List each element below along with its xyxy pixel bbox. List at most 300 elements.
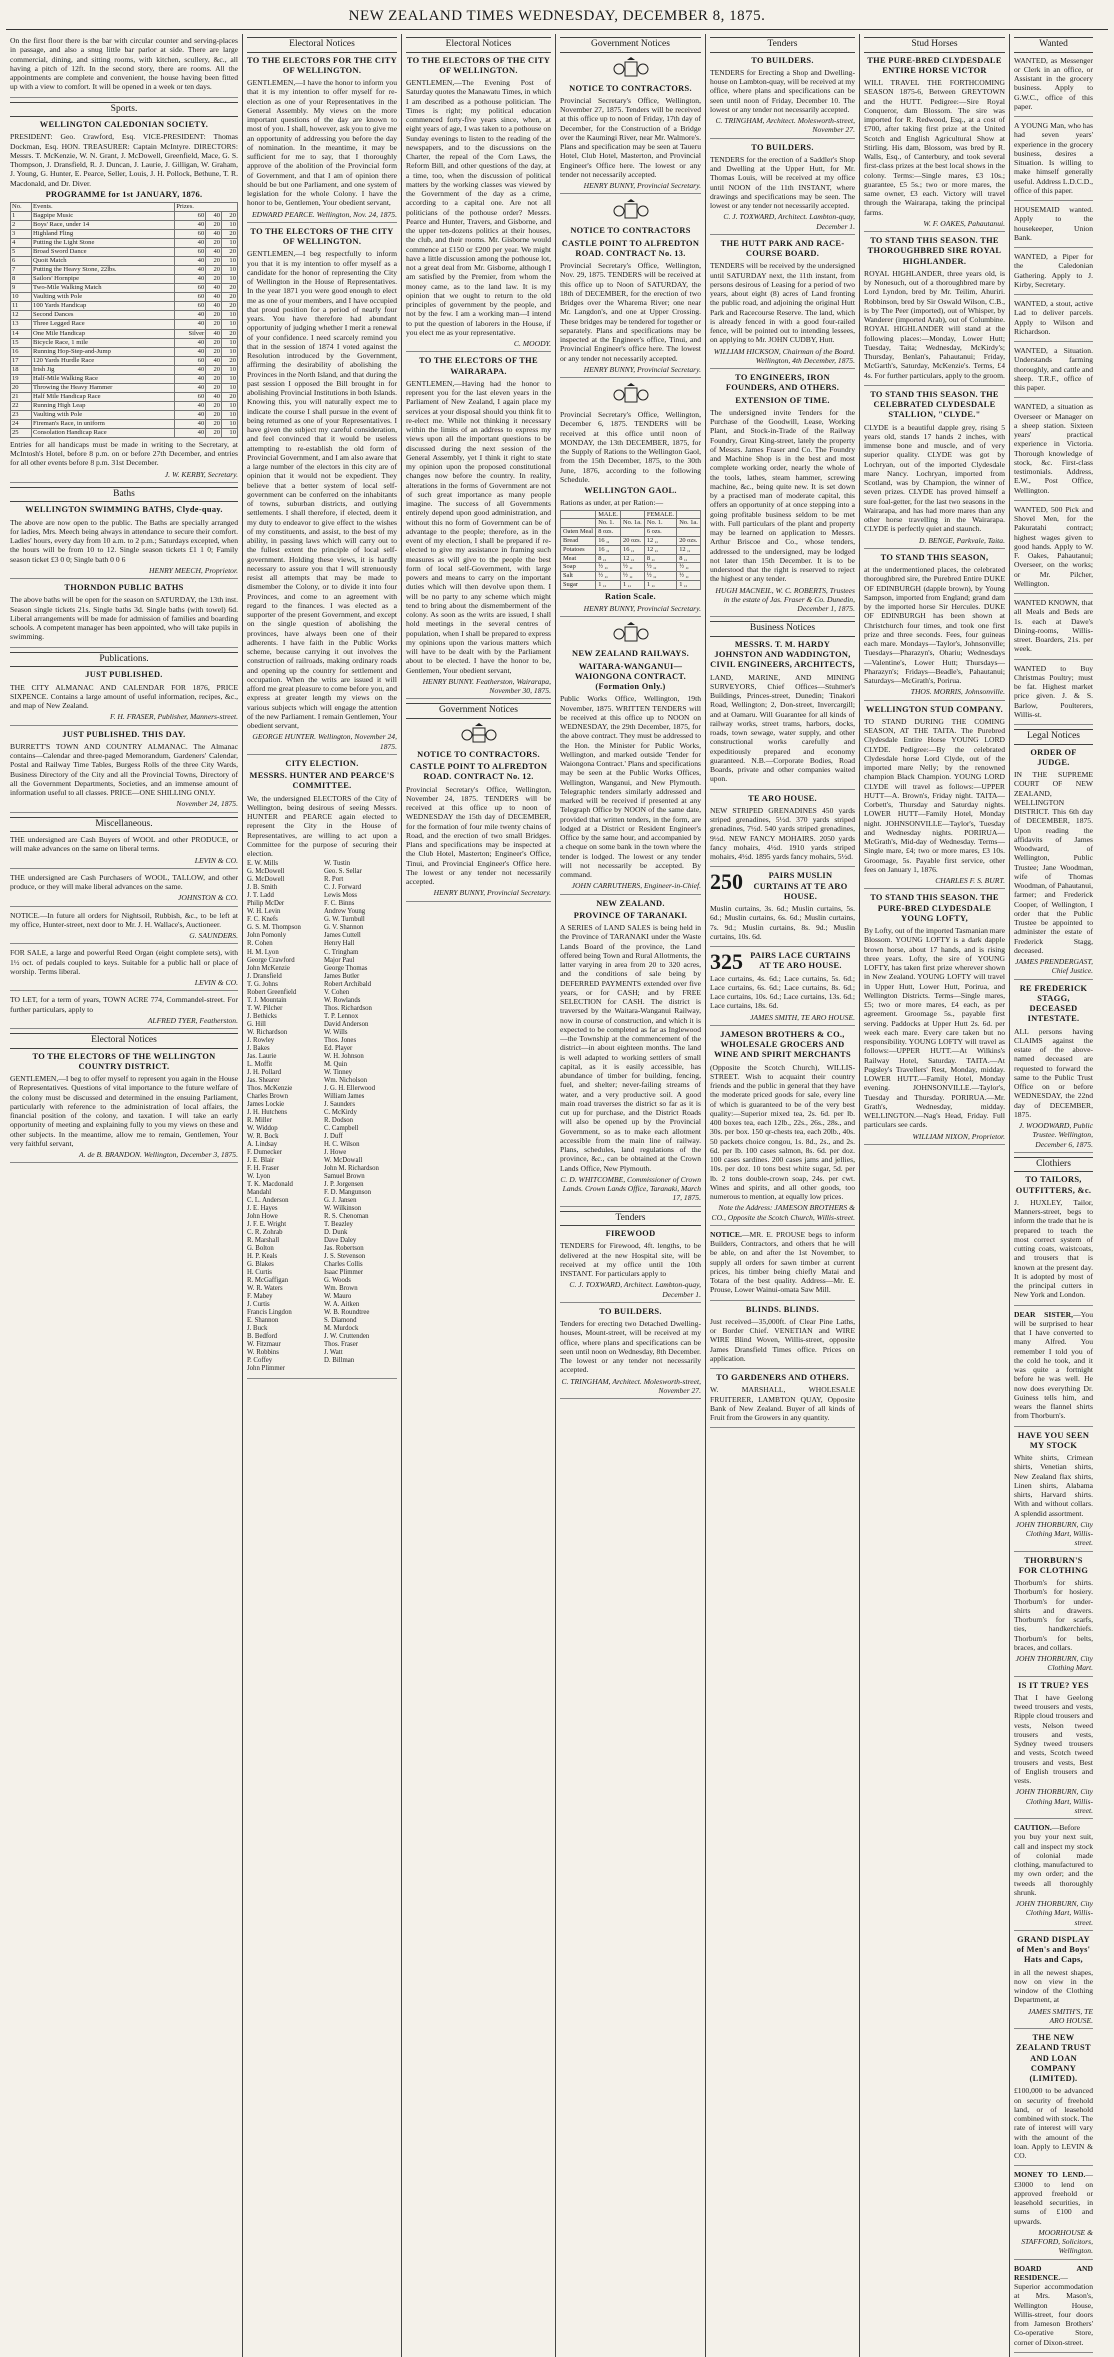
committee-name: C. L. Anderson bbox=[247, 1196, 289, 1204]
event-cell: 20 bbox=[222, 248, 238, 257]
committee-name: J. S. Stevenson bbox=[324, 1253, 366, 1261]
committee-name: C. Tringham bbox=[324, 948, 359, 956]
event-row bbox=[11, 248, 238, 257]
money-to-lend-ad: MONEY TO LEND.—£3000 to lend on approved freehold or leasehold securities, in sums of £100 and upwards. MOORHOUSE & STAFFORD, Solicitors, Wellington. bbox=[1014, 2170, 1093, 2259]
ration-cell: 12 ,, bbox=[644, 545, 676, 554]
event-cell: 14 bbox=[11, 329, 32, 338]
committee-name: W. Mauro bbox=[324, 1293, 352, 1301]
builders-tender: TO BUILDERS. TENDERS for Erecting a Shop and Dwelling-house on Lambton-quay, will be received at my office, where plans and specifications can be seen until noon of Friday, December 10. The lowest or any tender not necessarily accepted. C. TRINGHAM, Architect. Molesworth-street, November 27. bbox=[710, 56, 855, 139]
event-cell: 40 bbox=[206, 284, 222, 293]
royal-crest-icon bbox=[560, 382, 701, 408]
wanted-text: HOUSEMAID wanted. Apply to the housekeeper, Union Bank. bbox=[1014, 205, 1093, 242]
committee-name: R. Dodson bbox=[324, 1116, 354, 1124]
event-cell: 40 bbox=[175, 221, 206, 230]
event-row bbox=[11, 401, 238, 410]
committee-name: G. J. Jansen bbox=[324, 1196, 357, 1204]
committee-name: J. Curtis bbox=[247, 1301, 270, 1309]
committee-name: C. R. Zohrab bbox=[247, 1229, 283, 1237]
electoral-pearce-ad: TO THE ELECTORS FOR THE CITY OF WELLINGTON. GENTLEMEN,—I have the honor to inform you that it is my intention to offer myself for re-election as one of your Representatives in the General Assembly. My views on the more important questions of the day are known to most of you. I shall, however, ask you to give me an opportunity of addressing you before the day of nomination. In the meantime, it may be sufficient for me to say, that I thoroughly approve of the abolition of the Provincial form of Government, and that I am of opinion there should be but one Parliament, and one system of legislation for the whole Colony. I have the honor to be, Gentlemen, Your obedient servant, EDWARD PEARCE. Wellington, Nov. 24, 1875. bbox=[247, 56, 397, 223]
event-cell: 120 Yards Hurdle Race bbox=[32, 356, 175, 365]
event-cell: 40 bbox=[175, 275, 206, 284]
committee-name: E. W. Mills bbox=[247, 860, 278, 868]
committee-name: W. B. Roundtree bbox=[324, 1309, 370, 1317]
committee-name: W. Robbins bbox=[247, 1349, 279, 1357]
event-cell: 20 bbox=[206, 401, 222, 410]
ration-subheader: No. 1. bbox=[596, 519, 621, 528]
committee-name: R. S. Chenoman bbox=[324, 1213, 369, 1221]
ration-cell: 6 ozs. bbox=[644, 528, 676, 537]
event-cell: 40 bbox=[206, 329, 222, 338]
contract-12-notice: NOTICE TO CONTRACTORS. CASTLE POINT TO ALFREDTON ROAD. CONTRACT No. 12. Provincial Secretary's Office, Wellington, November 24, 1875. TENDERS will be received at this office up to noon of WEDNESDAY the 15th day of DECEMBER, for the formation of four mile twenty chains of Road, and the erection of two small Bridges. Plans and specifications may be inspected at the Club Hotel, Masterton; Engineer's Office, Tinui, and Provincial Engineer's Office here. The lowest or any tender not necessarily accepted. HENRY BUNNY, Provincial Secretary. bbox=[406, 722, 551, 902]
masthead-title: ZEALAND TIMES bbox=[388, 8, 515, 24]
event-cell: Two-Mile Walking Match bbox=[32, 284, 175, 293]
committee-name: J. Watt bbox=[324, 1349, 343, 1357]
section-legal: Legal Notices bbox=[1014, 729, 1093, 745]
column-6 bbox=[860, 34, 1010, 2357]
section-electoral: Electoral Notices bbox=[406, 37, 551, 53]
ration-subheader: No. 1. bbox=[644, 519, 676, 528]
ration-row bbox=[561, 554, 701, 563]
ration-cell bbox=[621, 528, 645, 537]
committee-name: C. Campbell bbox=[324, 1124, 359, 1132]
committee-name: F. D. Mangunson bbox=[324, 1188, 372, 1196]
committee-name: John Plimmer bbox=[247, 1365, 285, 1373]
ration-cell: 8 ,, bbox=[677, 554, 701, 563]
committee-name: Thos. Richardson bbox=[324, 1004, 372, 1012]
contract-13-notice: NOTICE TO CONTRACTORS CASTLE POINT TO ALFREDTON ROAD. CONTRACT No. 13. Provincial Secretary's Office, Wellington, Nov. 29, 1875. TENDERS will be received at this office up to Noon of SATURDAY, the 18th of DECEMBER, for the erection of two Bridges over the Wharema River; one near Mr. Langdon's, and one at Upper Crossing. These bridges may be tendered for together or separately. Plans and specifications may be inspected at the Engineer's office, Tinui, and Provincial Engineer's office here. The lowest or any tender not necessarily accepted. HENRY BUNNY, Provincial Secretary. bbox=[560, 198, 701, 378]
committee-name: W. Lyon bbox=[247, 1172, 271, 1180]
ration-row bbox=[561, 545, 701, 554]
event-cell: 10 bbox=[222, 320, 238, 329]
committee-name: J. E. Hayes bbox=[247, 1205, 278, 1212]
ration-row bbox=[561, 537, 701, 546]
event-cell: 40 bbox=[206, 356, 222, 365]
committee-name: T. K. Macdonald bbox=[247, 1180, 293, 1188]
event-cell: 40 bbox=[175, 365, 206, 374]
committee-name: J. Rowley bbox=[247, 1036, 275, 1044]
committee-name: J. Saunders bbox=[324, 1100, 355, 1108]
event-cell: 20 bbox=[206, 428, 222, 437]
committee-name: H. M. Lyon bbox=[247, 948, 279, 956]
committee-name: G. V. Shannon bbox=[324, 924, 364, 932]
committee-name: Dave Daley bbox=[324, 1237, 357, 1245]
ration-row bbox=[561, 572, 701, 581]
event-cell: 40 bbox=[175, 338, 206, 347]
event-cell: Silver bbox=[175, 329, 206, 338]
event-cell: Three Legged Race bbox=[32, 320, 175, 329]
committee-name: J. B. Smith bbox=[247, 884, 278, 892]
swimming-baths-ad: WELLINGTON SWIMMING BATHS, Clyde-quay. The above are now open to the public. The Baths are specially arranged for ladies, Mrs. Meech being always in attendance to secure their comfort. Ladies' hours, every day from 10 a.m. to 2 p.m.; Saturdays excepted, when the hours will be from 10 to 12. Single season tickets £1 1 0; Family season ticket £3 0 0; Single bath 0 0 6 HENRY MEECH, Proprietor. bbox=[10, 505, 238, 579]
ration-cell: ½ ,, bbox=[596, 572, 621, 581]
ration-cell: ½ ,, bbox=[621, 563, 645, 572]
misc-ad: THE undersigned are Cash Buyers of WOOL and other PRODUCE, or will make advances on the same on liberal terms. LEVIN & CO. bbox=[10, 835, 238, 869]
ration-cell: 1 ,, bbox=[596, 581, 621, 590]
event-cell: 40 bbox=[175, 239, 206, 248]
event-cell: 40 bbox=[206, 248, 222, 257]
committee-name: Robert Greenfield bbox=[247, 988, 297, 996]
event-row bbox=[11, 284, 238, 293]
event-cell: Sailors' Hornpipe bbox=[32, 275, 175, 284]
ration-cell: Potatoes bbox=[561, 545, 596, 554]
wanted-ad bbox=[1014, 299, 1093, 342]
big-number: 250 bbox=[710, 869, 743, 895]
column-7 bbox=[1010, 34, 1097, 2357]
committee-name: Samuel Brown bbox=[324, 1172, 365, 1180]
event-cell: 10 bbox=[222, 410, 238, 419]
event-cell: Highland Fling bbox=[32, 230, 175, 239]
stud-clyde-ad: TO STAND THIS SEASON. THE CELEBRATED CLYDESDALE STALLION, "CLYDE." CLYDE is a beautiful dapple grey, rising 5 years old, stands 17 hands 2 inches, with immense bone and muscle, and of very superior quality. CLYDE was got by Lochryan, out of the imported Clydesdale mare Nancy. Lochryan, imported from Scotland, was by Champion, the winner of seven prizes. CLYDE has proved himself a sure foal-getter, for the last two seasons in the Wairarapa, and has had more mares than any other horse travelling in the Wairarapa. CLYDE is perfectly quiet and staunch. D. BENGE, Parkvale, Taita. bbox=[864, 390, 1005, 549]
event-cell: 20 bbox=[206, 419, 222, 428]
event-cell: 40 bbox=[175, 320, 206, 329]
misc-ad: NOTICE.—In future all orders for Nightsoil, Rubbish, &c., to be left at my office, Hunter-street, next door to Mr. J. H. Wallace's, Auctioneer. G. SAUNDERS. bbox=[10, 911, 238, 945]
committee-name: J. Bethicks bbox=[247, 1012, 277, 1020]
event-cell: Running High Leap bbox=[32, 401, 175, 410]
committee-name: L. Moffit bbox=[247, 1060, 273, 1068]
event-cell: 60 bbox=[175, 356, 206, 365]
committee-name: David Anderson bbox=[324, 1020, 369, 1028]
committee-name: T. G. Johns bbox=[247, 980, 278, 988]
committee-name: John McKenzie bbox=[247, 964, 290, 972]
committee-name: T. Beazley bbox=[324, 1221, 353, 1229]
event-cell: 13 bbox=[11, 320, 32, 329]
event-cell: Putting the Light Stone bbox=[32, 239, 175, 248]
event-cell: 10 bbox=[222, 338, 238, 347]
committee-name: J. Buck bbox=[247, 1325, 268, 1333]
event-row bbox=[11, 347, 238, 356]
committee-name: James Lockie bbox=[247, 1100, 285, 1108]
event-cell: 40 bbox=[206, 212, 222, 221]
event-row bbox=[11, 329, 238, 338]
committee-name: W. Richardson bbox=[247, 1028, 288, 1036]
event-cell: 20 bbox=[206, 338, 222, 347]
event-cell: 20 bbox=[206, 221, 222, 230]
ration-header: MALE. bbox=[596, 510, 621, 519]
event-cell: 17 bbox=[11, 356, 32, 365]
event-cell: Throwing the Heavy Hammer bbox=[32, 383, 175, 392]
clothier-ad: TO TAILORS, OUTFITTERS, &c. J. HUXLEY, Tailor, Manners-street, begs to inform the trade that he is prepared to teach the most correct system of cutting coats, waistcoats, and trousers that is known at the present day. It is adopted by most of the principal cutters in New York and London. bbox=[1014, 1175, 1093, 1305]
event-cell: 20 bbox=[206, 275, 222, 284]
committee-name: D. Billman bbox=[324, 1357, 355, 1365]
event-cell: 10 bbox=[222, 239, 238, 248]
event-cell: 20 bbox=[206, 239, 222, 248]
electoral-bunny-ad: TO THE ELECTORS OF THE WAIRARAPA. GENTLEMEN,—Having had the honor to represent you for the last eleven years in the Parliament of New Zealand, I again place my services at your disposal should you think fit to re-elect me. While not thinking it necessary within the limits of an address to express my views upon all the important questions to be discussed during the next session of the General Assembly, yet I think it right to state my opinion upon the proposed constitutional changes now before the country. In reality, alterations in the forms of Government are not of such great importance as many people imagine. The success of all Governments entirely depend upon good administration, and without this no form of Government can be of advantage to the people; therefore, as in the event of my election, I shall be prepared if re-elected to give my assistance in framing such measures as will give to the people the best form of local self-Government, with large powers and means to carry on the important duties which will then devolve upon them. I will be no party to any scheme which might tend to bring about the dismemberment of the colony. As soon as the writs are issued, I shall hold meetings in the several centres of population, when I shall be prepared to express my opinions upon the various matters which will have to be dealt with by the Parliament about to be elected. I have the honor to be, Gentlemen, Your obedient servant, HENRY BUNNY. Featherston, Wairarapa, November 30, 1875. bbox=[406, 356, 551, 699]
committee-name: Francis Lingdon bbox=[247, 1309, 292, 1317]
event-cell: 40 bbox=[206, 230, 222, 239]
event-cell: Fireman's Race, in uniform bbox=[32, 419, 175, 428]
wanted-text: WANTED, a Situation. Understands farming thoroughly, and cattle and sheep. T.R.F., office of this paper. bbox=[1014, 346, 1093, 393]
stud-company-ad: WELLINGTON STUD COMPANY. TO STAND DURING THE COMING SEASON, AT THE TAITA. The Purebred Clydesdale Entire Horse YOUNG LORD CLYDE. Pedigree:—By the celebrated Clydesdale horse Lord Clyde, out of the imported mare Nelly; by the renowned champion Black Champion. YOUNG LORD CLYDE will travel as follows:—UPPER HUTT—A. Brown's, Friday night. TAITA—Corbett's, Thursday and Saturday nights. LOWER HUTT—Family Hotel, Monday night. JOHNSONVILLE—Taylor's, Tuesday and Wednesday nights. PORIRUA—McGrath's, Mid-day of Wednesday. Terms—Single mare, £4; two or more mares, £3 10s. Groomage, 5s. Payable first service, other fees on January 1, 1876. CHARLES F. S. BURT. bbox=[864, 705, 1005, 890]
ration-subheader: No. 1a. bbox=[677, 519, 701, 528]
events-table: No. Events. Prizes. 1 Bagpipe Music 60 40 20 2 Boys' Race, under 14 40 20 10 3 Highland Fling 60 40 20 4 Putting the Light Stone 40 20 10 5 Broad Sword Dance 60 40 20 6 Quoit Match 40 20 10 7 Putting the Heavy Stone, 22lbs. 40 20 10 8 Sailors' Hornpipe 40 20 10 9 Two-Mile Walking Match 60 40 20 10 Vaulting with Pole 60 40 20 11 100 Yards Handicap 60 40 20 12 Second Dances 40 20 10 13 Three Legged Race 40 20 10 14 One Mile Handicap Silver 40 20 15 Bicycle Race, 1 mile 40 20 10 16 Running Hop-Step-and-Jump 40 20 10 17 120 Yards Hurdle Race 60 40 20 18 Irish Jig 40 20 10 19 Half-Mile Walking Race 40 20 10 20 Throwing the Heavy Hammer 40 20 10 21 Half Mile Handicap Race 60 40 20 22 Running High Leap 40 20 10 23 Vaulting with Pole 40 20 10 24 Fireman's Race, in uniform 40 20 10 25 Consolation Handicap Race 40 20 10 bbox=[12, 203, 236, 436]
committee-name: W. Fitzmaur bbox=[247, 1341, 281, 1349]
committee-name: W. Wilkinson bbox=[324, 1205, 362, 1212]
committee-name: G. Hill bbox=[247, 1020, 266, 1028]
event-cell: 22 bbox=[11, 401, 32, 410]
committee-name: W. R. Bock bbox=[247, 1132, 279, 1140]
committee-name: C. McKirdy bbox=[324, 1108, 357, 1116]
committee-name: Thos. Jones bbox=[324, 1036, 357, 1044]
event-cell: Half Mile Handicap Race bbox=[32, 392, 175, 401]
ration-cell: ½ ,, bbox=[677, 563, 701, 572]
event-cell: 10 bbox=[222, 257, 238, 266]
event-cell: 18 bbox=[11, 365, 32, 374]
wanted-ad bbox=[1014, 664, 1093, 726]
event-cell: 40 bbox=[175, 347, 206, 356]
section-sports: Sports. bbox=[10, 102, 238, 118]
wanted-list bbox=[1014, 56, 1093, 726]
event-cell: 8 bbox=[11, 275, 32, 284]
royal-crest-icon bbox=[560, 621, 701, 647]
legal-order-ad: ORDER OF JUDGE. IN THE SUPREME COURT OF NEW ZEALAND, WELLINGTON DISTRICT. This 6th day of DECEMBER, 1875. Upon reading the affidavits of James Woodward, of Wellington, Public Trustee; Jane Woodman, wife of Thomas Woodman, of Pahautanui, farmer; and Frederick Cooper, of Wellington, I order that the Public Trustee be appointed to administer the estate of Frederick Stagg, deceased. JAMES PRENDERGAST, Chief Justice. bbox=[1014, 748, 1093, 980]
section-stud-horses: Stud Horses bbox=[864, 37, 1005, 53]
event-row bbox=[11, 221, 238, 230]
stud-royal-highlander-ad: TO STAND THIS SEASON. THE THOROUGHBRED SIRE ROYAL HIGHLANDER. ROYAL HIGHLANDER, three years old, is by Nonesuch, out of a thoroughbred mare by Lord Lyndon, bred by Mr. Teilim, Ahuriri. Robbinson, bred by Sir Oswald Wilson, C.B., is by The Peer (imported), out of Whisper, by Wanderer (imported Arab), out of Columbine. ROYAL HIGHLANDER will stand at the following places:—Monday, Lower Hutt; Tuesday, Taita; Wednesday, McKirdy's; Thursday, Benlan's, Pahautanui; Friday, McGarth's, Saturday, McKenzie's. Terms, £4 4s. For further particulars, apply to the groom. bbox=[864, 236, 1005, 386]
column-5 bbox=[706, 34, 860, 2357]
committee-name: J. E. Blair bbox=[247, 1156, 275, 1164]
event-cell: Irish Jig bbox=[32, 365, 175, 374]
event-cell: Boys' Race, under 14 bbox=[32, 221, 175, 230]
committee-name: G. Blakes bbox=[247, 1261, 274, 1269]
board-residence-ad: BOARD AND RESIDENCE.—Superior accommodation at Mrs. Mason's, Wellington House, Willis-street, four doors from Jameson Brothers' Co-operative Store, corner of Dixon-street. bbox=[1014, 2264, 1093, 2353]
event-cell: 40 bbox=[206, 293, 222, 302]
gaol-rations-notice: Provincial Secretary's Office, Wellington, December 6, 1875. TENDERS will be received at this office until noon of MONDAY, the 13th DECEMBER, 1875, for the Supply of Rations to the Wellington Gaol, from the 15th December, 1875, to the 30th June, 1876, according to the following Schedule. WELLINGTON GAOL. Rations as under, at per Ration:— MALE. FEMALE. No. 1. No. 1a. No. 1. No. 1a. Oaten Meal 8 ozs. 6 ozs. Bread 16 ,, 20 ozs. 12 ,, 20 ozs. Potatoes 16 ,, 16 ,, 12 ,, 12 ,, Meat 8 ,, 12 ,, 8 ,, 8 ,, Soap ½ ,, ½ ,, ½ ,, ½ ,, Salt ½ ,, ½ ,, ½ ,, ½ ,, Sugar 1 ,, 1 ,, 1 ,, 1 ,, Ration Scale. HENRY BUNNY, Provincial Secretary. bbox=[560, 382, 701, 617]
section-government: Government Notices bbox=[560, 37, 701, 53]
section-tenders: Tenders bbox=[560, 1211, 701, 1227]
committee-name: J. Duff bbox=[324, 1132, 343, 1140]
committee-name: T. P. Lennox bbox=[324, 1012, 359, 1020]
clothier-ad: THORBURN'S FOR CLOTHING Thorburn's for shirts. Thorburn's for hosiery. Thorburn's for under-shirts and drawers. Thorburn's for scarfs, ties, handkerchiefs. Thorburn's for belts, braces, and collars. JOHN THORBURN, City Clothing Mart. bbox=[1014, 1556, 1093, 1677]
event-row bbox=[11, 419, 238, 428]
column-1 bbox=[6, 34, 243, 2357]
committee-name: V. Cohen bbox=[324, 988, 350, 996]
committee-name: M. Quin bbox=[324, 1060, 348, 1068]
committee-name: James Butler bbox=[324, 972, 360, 980]
event-row bbox=[11, 320, 238, 329]
wanted-text: WANTED, a stout, active Lad to deliver parcels. Apply to Wilson and Richardson. bbox=[1014, 299, 1093, 336]
clothier-ad: DEAR SISTER,—You will be surprised to hear that I have converted to many Alfred. You remember I told you of the cold he took, and it was quite a fortnight before he was well. He now does everything Dr. Guiness tells him, and wears the flannel shirts from Thorburn's. bbox=[1014, 1310, 1093, 1427]
event-row bbox=[11, 428, 238, 437]
trust-loan-ad: THE NEW ZEALAND TRUST AND LOAN COMPANY (LIMITED). £100,000 to be advanced on security of freehold land, or of leasehold combined with stock. The rate of interest will vary with the amount of the loan. Apply to LEVIN & CO. bbox=[1014, 2033, 1093, 2166]
event-cell: 60 bbox=[175, 284, 206, 293]
committee-name: G. W. Turnbull bbox=[324, 916, 365, 924]
ration-cell: Meat bbox=[561, 554, 596, 563]
ration-cell: Bread bbox=[561, 537, 596, 546]
wanted-text: WANTED, as Messenger or Clerk in an office, or Assistant in the grocery business. Apply to G.W.C., office of this paper. bbox=[1014, 55, 1093, 111]
committee-name: F. H. Fraser bbox=[247, 1164, 279, 1172]
ration-cell: 16 ,, bbox=[596, 545, 621, 554]
committee-name: William James bbox=[324, 1092, 365, 1100]
committee-name: G. S. M. Thompson bbox=[247, 924, 301, 932]
event-row bbox=[11, 275, 238, 284]
programme-title: PROGRAMME for 1st JANUARY, 1876. bbox=[45, 189, 203, 199]
event-cell: 10 bbox=[222, 266, 238, 275]
event-row bbox=[11, 365, 238, 374]
event-cell: 20 bbox=[206, 311, 222, 320]
committee-names bbox=[247, 860, 397, 1373]
event-cell: 12 bbox=[11, 311, 32, 320]
committee-name: J. Dransfield bbox=[247, 972, 282, 980]
wanted-text: A YOUNG Man, who has had seven years' experience in the grocery business, desires a Situation. Is willing to make himself generally useful. Address L.D.C.D., office of this paper. bbox=[1014, 121, 1093, 195]
event-cell: 20 bbox=[222, 293, 238, 302]
event-cell: Half-Mile Walking Race bbox=[32, 374, 175, 383]
event-cell: 20 bbox=[222, 329, 238, 338]
event-cell: 10 bbox=[222, 347, 238, 356]
event-cell: 24 bbox=[11, 419, 32, 428]
section-government: Government Notices bbox=[406, 703, 551, 719]
wanted-ad bbox=[1014, 402, 1093, 501]
committee-name: G. McDowell bbox=[247, 868, 285, 876]
event-cell: 19 bbox=[11, 374, 32, 383]
wanted-text: WANTED to Buy Christmas Poultry; must be fat. Highest market price given. J. & S. Barlow, Poulterers, Willis-st. bbox=[1014, 663, 1093, 719]
event-cell: 20 bbox=[222, 356, 238, 365]
ration-row bbox=[561, 528, 701, 537]
event-cell: 20 bbox=[206, 383, 222, 392]
blinds-ad: BLINDS. BLINDS. Just received—35,000ft. of Clear Pine Laths, or Border Chief. VENETIAN and WIRE WIRE Blind Woven, Willis-street, opposite James Dransfield Times office. Prices on application. bbox=[710, 1305, 855, 1370]
event-cell: 9 bbox=[11, 284, 32, 293]
jameson-brothers-ad: JAMESON BROTHERS & CO., WHOLESALE GROCERS AND WINE AND SPIRIT MERCHANTS (Opposite the Scotch Church), WILLIS-STREET. Wish to acquaint their country friends and the public in general that they have the moderate priced goods for sale, every line of which is guaranteed to be of the very best quality:—Superior mixed tea, 2s. 6d. per lb. 400 boxes tea, each 12lb., 22s., 26s., 28s., and 30s. per box. 150 qr-chests tea, each 20lb., 40s. 50 packets choice congou, 1s. 8d., 2s., and 2s. 6d. per lb. 100 cases salmon, 8s. 6d. per doz. 100 cases sardines. 200 cases jams and jellies, 10s. per doz. 10 tons best white sugar, 5d. per lb. 2 tons double-crown soap, 24s. per cwt. Wines and spirits, and all other goods, too numerous to mention, at equally low prices. Note the Address: JAMESON BROTHERS & CO., Opposite the Scotch Church, Willis-street. bbox=[710, 1030, 855, 1226]
wanted-ad bbox=[1014, 505, 1093, 594]
section-clothiers: Clothiers bbox=[1014, 1157, 1093, 1173]
committee-name: G. Woods bbox=[324, 1277, 351, 1285]
committee-name: Andrew Young bbox=[324, 908, 366, 916]
event-cell: 5 bbox=[11, 248, 32, 257]
committee-name: W. Wills bbox=[324, 1028, 348, 1036]
event-cell: Vaulting with Pole bbox=[32, 410, 175, 419]
wanted-ad bbox=[1014, 56, 1093, 118]
committee-name: W. Rowlands bbox=[324, 996, 361, 1004]
committee-name: J. T. Ladd bbox=[247, 892, 274, 900]
event-cell: 20 bbox=[206, 365, 222, 374]
ration-cell: 20 ozs. bbox=[621, 537, 645, 546]
ration-cell: Oaten Meal bbox=[561, 528, 596, 537]
committee-name: B. Bedford bbox=[247, 1333, 278, 1341]
event-cell: 20 bbox=[206, 266, 222, 275]
event-cell: 20 bbox=[222, 230, 238, 239]
committee-name: T. W. Pilcher bbox=[247, 1004, 283, 1012]
event-cell: 11 bbox=[11, 302, 32, 311]
event-cell: 40 bbox=[175, 401, 206, 410]
committee-name: Wm. Nicholson bbox=[324, 1076, 368, 1084]
ration-header bbox=[561, 510, 596, 519]
clothier-ad: GRAND DISPLAY of Men's and Boys' Hats and Caps, in all the newest shapes, now on view in the window of the Clothing Department, at JAMES SMITH'S, TE ARO HOUSE. bbox=[1014, 1935, 1093, 2029]
ration-cell bbox=[677, 528, 701, 537]
section-publications: Publications. bbox=[10, 652, 238, 668]
wanted-text: WANTED, 500 Pick and Shovel Men, for the Pakuratahi contract; highest wages given to good hands. Apply to W. F. Oakes, Pahautanui; Overseer, on the works; or Mr. Pilcher, Wellington. bbox=[1014, 504, 1093, 588]
electoral-hunter-ad: TO THE ELECTORS OF THE CITY OF WELLINGTON. GENTLEMEN,—I beg respectfully to inform you that it is my intention to offer myself as a candidate for the honor of representing the City of Wellington in the House of Representatives. In the year 1871 you were good enough to elect me as one of your members, and I have occupied that proud position for a period of nearly four years. You have therefore had abundant opportunity of judging whether I merit a renewal of your confidence. I need scarcely remind you that in the session of 1874 I voted against the Resolution introduced by the Government, affirming the desirability of abolishing the Provinces in the North Island, and that during the past session I opposed the Bill brought in for abolishing Provincial Institutions in both Islands. Knowing this, you will naturally expect me to indicate the course I shall pursue in the event of being returned as one of your Representatives. I have given the subject my careful consideration, and feel convinced that it would be useless attempting to re-establish the old form of Provincial Government, and I am also aware that a large number of the electors in this city are of opinion that it would not be expedient. They believe that a better system of local self-government can be conferred on the inhabitants of towns, suburban districts, and outlying settlements. I shall therefore, if elected, deem it my duty to endeavor to give effect to the wishes of my constituents, and assist, to the best of my ability, in passing laws which will carry out to the fullest extent the principle of local self-government. Holding these views, it is hardly necessary to assure you that I will strenuously resist all attempts that may be made to dismember the Colony, or to divide it into four Provinces, and come to an agreement with regard to the finances. I was elected as a supporter of the present Government, and except on the single question of abolishing the provinces, have always been one of their adherents. I have faith in the Public Works scheme, because carrying it out involves the construction of railroads, making ordinary roads and opening up the country for settlement and occupation. When the writs are issued it will afford me great pleasure to come before you, and express at greater length my views on the various subjects which will engage the attention of the new Parliament. I remain Gentlemen, Your obedient servant, GEORGE HUNTER. Wellington, November 24, 1875. bbox=[247, 227, 397, 755]
event-cell: 10 bbox=[222, 419, 238, 428]
te-aro-house-ad: TE ARO HOUSE. NEW STRIPED GRENADINES 450 yards striped grenadines, 5½d. 370 yards striped grenadines, 7½d. 540 yards striped grenadines, 9½d. NEW FANCY MOHAIRS. 2050 yards fancy mohairs, 4½d. 1910 yards striped mohairs, 4½d. 1895 yards fancy mohairs, 5½d. bbox=[710, 794, 855, 868]
event-cell: 1 bbox=[11, 212, 32, 221]
ration-cell: Salt bbox=[561, 572, 596, 581]
ration-cell: 1 ,, bbox=[644, 581, 676, 590]
event-row bbox=[11, 392, 238, 401]
committee-name: Robert Archibald bbox=[324, 980, 372, 988]
event-cell: 60 bbox=[175, 302, 206, 311]
committee-name: W. Tinney bbox=[324, 1068, 353, 1076]
event-cell: 6 bbox=[11, 257, 32, 266]
event-cell: 20 bbox=[206, 320, 222, 329]
committee-name: W. R. Waters bbox=[247, 1285, 283, 1293]
muslin-curtains-ad: 250 PAIRS MUSLIN CURTAINS AT TE ARO HOUSE. Muslin curtains, 3s. 6d.; Muslin curtains, 5s. 6d.; Muslin curtains, 6s. 6d.; Muslin curtains, 7s. 9d.; Muslin curtains, 8s. 9d.; Muslin curtains, 10s. 6d. bbox=[710, 871, 855, 947]
committee-name: John M. Richardson bbox=[324, 1164, 379, 1172]
firewood-tender: FIREWOOD TENDERS for Firewood, 4ft. lengths, to be delivered at the new Hospital site, will be received at my office until the 10th INSTANT. For particulars apply to C. J. TOXWARD, Architect. Lambton-quay, December 1. bbox=[560, 1229, 701, 1303]
ration-cell: ½ ,, bbox=[677, 572, 701, 581]
publication-burrett-ad: JUST PUBLISHED. THIS DAY. BURRETT'S TOWN AND COUNTRY ALMANAC. The Almanac contains—Calendar and three-paged Memorandum, Gardeners' Calendar, Postal and Railway Time Tables, Burgess Rolls of the three City Wards, Business Directory of the City and all the Provincial Towns, Directory of all the Government Departments, Societies, and an immense amount of information useful to all classes. PRICE—ONE SHILLING ONLY. November 24, 1875. bbox=[10, 730, 238, 813]
ration-cell: Sugar bbox=[561, 581, 596, 590]
committee-name: Thos. Fraser bbox=[324, 1341, 358, 1349]
masthead-date: WEDNESDAY, DECEMBER 8, 1875. bbox=[518, 8, 766, 24]
clothier-ad: IS IT TRUE? YES That I have Geelong tweed trousers and vests, Ripple cloud trousers and vests, Nelson tweed trousers and vests, Sydney tweed trousers and vests, Scotch tweed trousers and vests, Best of English trousers and vests. JOHN THORBURN, City Clothing Mart, Willis-street. bbox=[1014, 1681, 1093, 1820]
event-cell: 10 bbox=[222, 365, 238, 374]
thorndon-baths-ad: THORNDON PUBLIC BATHS The above baths will be open for the season on SATURDAY, the 13th inst. Season single tickets 21s. Single baths 3d. Single baths (with towel) 6d. Liberal arrangements will be made for admission of families and boarding schools. A competent manager has been appointed, who will take pupils in swimming. bbox=[10, 583, 238, 648]
misc-ad: FOR SALE, a large and powerful Reed Organ (eight complete sets), with 1½ oct. of pedals coupled to keys. Suitable for a public hall or place of worship. Terms liberal. LEVIN & CO. bbox=[10, 948, 238, 991]
committee-name: Jas. Shearer bbox=[247, 1076, 280, 1084]
ration-cell: 16 ,, bbox=[621, 545, 645, 554]
committee-name: Wm. Brown bbox=[324, 1285, 358, 1293]
ration-cell: 8 ,, bbox=[596, 554, 621, 563]
event-cell: 4 bbox=[11, 239, 32, 248]
misc-ad: THE undersigned are Cash Purchasers of WOOL, TALLOW, and other produce, or they will make liberal advances on the same. JOHNSTON & CO. bbox=[10, 873, 238, 907]
committee-name: Jas. Robertson bbox=[324, 1245, 364, 1253]
committee-name: F. Mabey bbox=[247, 1293, 273, 1301]
committee-name: George Thomas bbox=[324, 964, 368, 972]
event-cell: 40 bbox=[175, 257, 206, 266]
taranaki-land-notice: NEW ZEALAND. PROVINCE OF TARANAKI. A SERIES of LAND SALES is being held in the Province of TARANAKI under the Waste Lands Board of the province, the Land offered being Town and Rural Allotments, the latter varying in area from 20 to 320 acres, and the conditions of sale being by DEFERRED PAYMENTS extended over five years, or for CASH; and by FREE SELECTION for CASH. The district is traversed by the Waitara-Wanganui Railway, now in course of construction, and which it is expected to be completed as far as Inglewood—the Township at the commencement of the district—in about eighteen months. The land is well adapted to working settlers of small capital, as it is easily accessible, has abundance of timber for building, fencing, fuel, and shelter; never-failing streams of water, and a very productive soil. A good main road traverses the district so far as it is cut up for purchase, and the District Roads will also be opened up by the Provincial Government, so as to make each allotment accessible from the main line of railway. Plans, schedules, land regulations of the province, &c., can be obtained at the Crown Lands Office, New Plymouth. C. D. WHITCOMBE, Commissioner of Crown Lands. Crown Lands Office, Taranaki, March 17, 1875. bbox=[560, 899, 701, 1207]
stud-duke-edinburgh-ad: TO STAND THIS SEASON, at the undermentioned places, the celebrated thoroughbred sire, the Purebred Entire DUKE OF EDINBURGH (dapple brown), by Young Sampson, imported from England; grand dam by the imported horse Sir Hercules. DUKE OF EDINBURGH has been shown at Christchurch four times, and took one first prize and three seconds. Fees, four guineas each mare. Mondays—Taylor's, Johnsonville; Tuesdays—Pharazyn's, Ohariu; Wednesdays—Valentine's, Lower Hutt; Thursdays—Pharazyn's; Fridays—Beadle's, Pahautanui; Saturdays—McGrath's, Porirua. THOS. MORRIS, Johnsonville. bbox=[864, 553, 1005, 701]
ration-cell: Soap bbox=[561, 563, 596, 572]
committee-name: Isaac Plimmer bbox=[324, 1269, 364, 1277]
contract-bridge-notice: NOTICE TO CONTRACTORS. Provincial Secretary's Office, Wellington, November 27, 1875. Tenders will be received at this office up to noon of Friday, 17th day of December, for the Construction of a Bridge over the Kaumingi River, near Mr. Walmore's. Plans and specification may be seen at Taueru Hotel, Club Hotel, Masterton, and Provincial Engineer's Office here. The lowest or any tender not necessarily accepted. HENRY BUNNY, Provincial Secretary. bbox=[560, 56, 701, 195]
ration-row bbox=[561, 563, 701, 572]
column-3 bbox=[402, 34, 556, 2357]
event-cell: 3 bbox=[11, 230, 32, 239]
wanted-ad bbox=[1014, 205, 1093, 248]
committee-name: W. McDowall bbox=[324, 1156, 363, 1164]
event-cell: One Mile Handicap bbox=[32, 329, 175, 338]
committee-name: Henry Hall bbox=[324, 940, 355, 948]
ration-header bbox=[677, 510, 701, 519]
royal-crest-icon bbox=[560, 198, 701, 224]
event-cell: 60 bbox=[175, 212, 206, 221]
event-cell: Quoit Match bbox=[32, 257, 175, 266]
section-wanted: Wanted bbox=[1014, 37, 1093, 53]
event-cell: 20 bbox=[222, 392, 238, 401]
committee-name: W. H. Levin bbox=[247, 908, 281, 916]
committee-name: M. Murdock bbox=[324, 1325, 359, 1333]
committee-name: Lewis Moss bbox=[324, 892, 358, 900]
committee-name: H. C. Wilson bbox=[324, 1140, 360, 1148]
ration-cell: 1 ,, bbox=[621, 581, 645, 590]
masthead-left: NEW bbox=[348, 8, 384, 24]
ration-header: FEMALE. bbox=[644, 510, 676, 519]
masthead bbox=[6, 6, 1108, 30]
committee-name: W. H. Johnson bbox=[324, 1052, 364, 1060]
event-cell: Consolation Handicap Race bbox=[32, 428, 175, 437]
columns bbox=[6, 34, 1108, 2347]
event-cell: 20 bbox=[206, 257, 222, 266]
ration-cell: ½ ,, bbox=[596, 563, 621, 572]
committee-name: J. G. H. Ellerwood bbox=[324, 1084, 375, 1092]
city-election-committee-ad: CITY ELECTION. MESSRS. HUNTER AND PEARCE'S COMMITTEE. We, the undersigned ELECTORS of the City of Wellington, being desirous of seeing Messrs. HUNTER and PEARCE again elected to represent the City in the House of Representatives, are willing to act upon a Committee for the purpose of securing their election. E. W. Mills G. McDowell G. McDowell J. B. Smith J. T. Ladd Philip McDer W. H. Levin F. C. Knefs G. S. M. Thompson John Pomonly R. Cohen H. M. Lyon George Crawford John McKenzie J. Dransfield T. G. Johns Robert Greenfield T. J. Mountain T. W. Pilcher J. Bethicks G. Hill W. Richardson J. Rowley J. Bakes Jas. Laurie L. Moffit J. H. Pollard Jas. Shearer Thos. McKenzie Charles Brown James Lockie J. H. Hutchens R. Miller W. Widdop W. R. Bock A. Lindsay F. Dumecker J. E. Blair F. H. Fraser W. Lyon T. K. Macdonald Mandahl C. L. Anderson J. E. Hayes John Howe J. F. E. Wright C. R. Zohrab R. Marshall G. Bolton H. P. Keals G. Blakes H. Curtis R. McGaffigan W. R. Waters F. Mabey J. Curtis Francis Lingdon E. Shannon J. Buck B. Bedford W. Fitzmaur W. Robbins P. Coffey John Plimmer W. Tustin Geo. S. Sellar R. Port C. J. Forward Lewis Moss F. C. Binns Andrew Young G. W. Turnbull G. V. Shannon James Cuttell Henry Hall C. Tringham Major Paul George Thomas James Butler Robert Archibald V. Cohen W. Rowlands Thos. Richardson T. P. Lennox David Anderson W. Wills Thos. Jones Ed. Player W. H. Johnson M. Quin W. Tinney Wm. Nicholson J. G. H. Ellerwood William James J. Saunders C. McKirdy R. Dodson C. Campbell J. Duff H. C. Wilson J. Howe W. McDowall John M. Richardson Samuel Brown J. P. Jorgensen F. D. Mangunson G. J. Jansen W. Wilkinson R. S. Chenoman T. Beazley D. Dunk Dave Daley Jas. Robertson J. S. Stevenson Charles Collis Isaac Plimmer G. Woods Wm. Brown W. Mauro W. A. Aitken W. B. Roundtree S. Diamond M. Murdock J. W. Cruttenden Thos. Fraser J. Watt D. Billman bbox=[247, 759, 397, 1380]
event-cell: 20 bbox=[222, 212, 238, 221]
committee-name: J. P. Jorgensen bbox=[324, 1180, 364, 1188]
event-cell: 40 bbox=[206, 302, 222, 311]
ration-cell: 20 ozs. bbox=[677, 537, 701, 546]
committee-name: T. J. Mountain bbox=[247, 996, 287, 1004]
event-row bbox=[11, 311, 238, 320]
event-cell: Running Hop-Step-and-Jump bbox=[32, 347, 175, 356]
event-row bbox=[11, 338, 238, 347]
